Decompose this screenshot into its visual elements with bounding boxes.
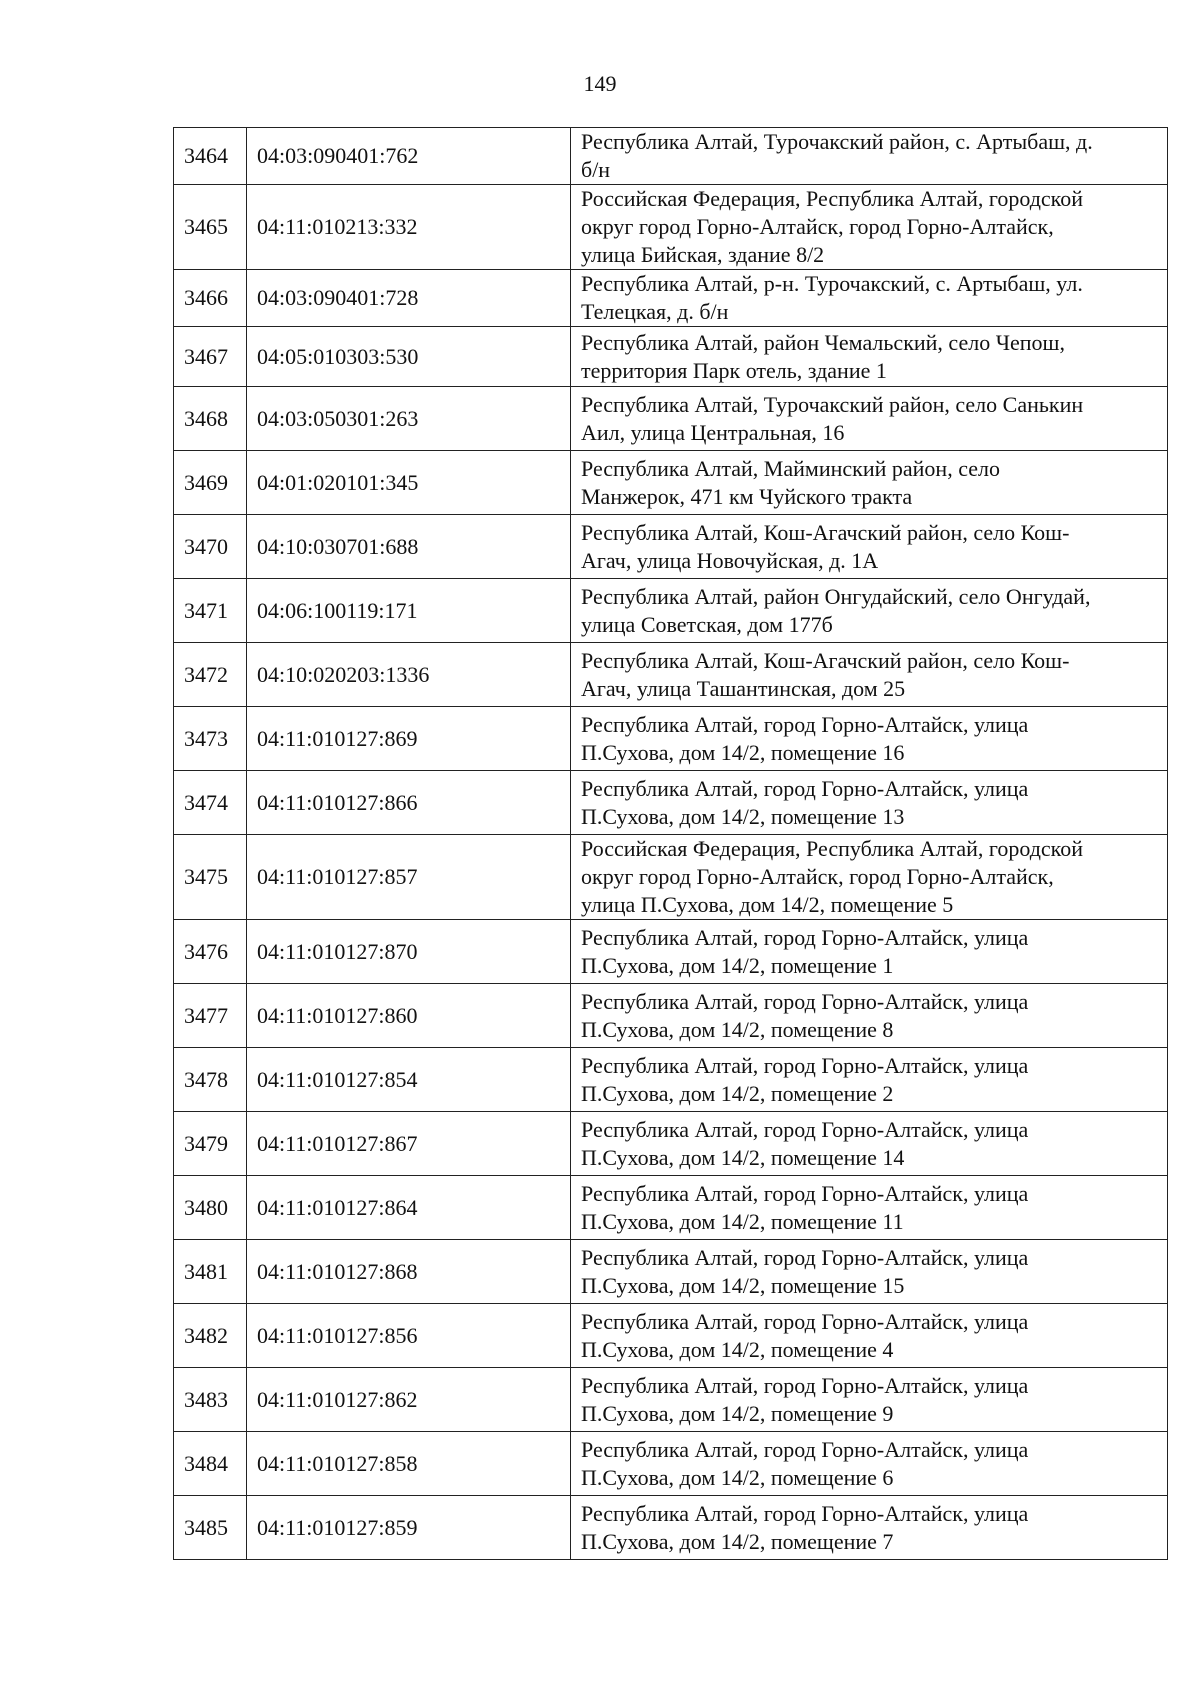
address-line: Республика Алтай, Майминский район, село [581, 455, 1000, 481]
cadastral-number-cell: 04:11:010127:858 [247, 1432, 571, 1496]
address-line: Республика Алтай, город Горно-Алтайск, улица [581, 1116, 1029, 1142]
address-line: П.Сухова, дом 14/2, помещение 4 [581, 1336, 894, 1362]
address-cell [571, 1112, 1168, 1176]
address-line: Агач, улица Ташантинская, дом 25 [581, 675, 906, 701]
cadastral-number-cell: 04:11:010127:860 [247, 984, 571, 1048]
address-cell [571, 771, 1168, 835]
address-line: Республика Алтай, город Горно-Алтайск, улица [581, 1372, 1029, 1398]
row-number-cell: 3478 [174, 1048, 247, 1112]
row-number-cell: 3465 [174, 185, 247, 270]
address-line: Республика Алтай, город Горно-Алтайск, улица [581, 924, 1029, 950]
address-line: П.Сухова, дом 14/2, помещение 1 [581, 952, 894, 978]
row-number-cell: 3469 [174, 451, 247, 515]
table-row [174, 1048, 1168, 1112]
table-row [174, 643, 1168, 707]
address-line: Российская Федерация, Республика Алтай, городской [581, 836, 1084, 861]
row-number-cell: 3480 [174, 1176, 247, 1240]
address-line: улица Бийская, здание 8/2 [581, 242, 825, 267]
address-line: Республика Алтай, город Горно-Алтайск, улица [581, 1436, 1029, 1462]
address-line: Республика Алтай, город Горно-Алтайск, улица [581, 1500, 1029, 1526]
address-cell [571, 920, 1168, 984]
table-row [174, 185, 1168, 270]
address-line: П.Сухова, дом 14/2, помещение 9 [581, 1400, 894, 1426]
row-number-cell: 3483 [174, 1368, 247, 1432]
table-row [174, 579, 1168, 643]
row-number-cell: 3472 [174, 643, 247, 707]
cadastral-number-cell: 04:11:010127:862 [247, 1368, 571, 1432]
row-number-cell: 3476 [174, 920, 247, 984]
address-line: П.Сухова, дом 14/2, помещение 15 [581, 1272, 905, 1298]
cadastral-number-cell: 04:11:010213:332 [247, 185, 571, 270]
address-cell [571, 707, 1168, 771]
address-line: Республика Алтай, город Горно-Алтайск, улица [581, 1180, 1029, 1206]
cadastral-number-cell: 04:03:050301:263 [247, 387, 571, 451]
address-line: Российская Федерация, Республика Алтай, городской [581, 186, 1084, 211]
table-row [174, 515, 1168, 579]
address-cell [571, 515, 1168, 579]
address-line: Республика Алтай, Турочакский район, село Санькин [581, 391, 1084, 417]
row-number-cell: 3485 [174, 1496, 247, 1560]
row-number-cell: 3482 [174, 1304, 247, 1368]
cadastral-number-cell: 04:03:090401:728 [247, 270, 571, 327]
cadastral-number-cell: 04:11:010127:864 [247, 1176, 571, 1240]
cadastral-number-cell: 04:11:010127:857 [247, 835, 571, 920]
address-line: П.Сухова, дом 14/2, помещение 16 [581, 739, 905, 765]
table-row [174, 1240, 1168, 1304]
table-row [174, 327, 1168, 387]
address-cell [571, 1240, 1168, 1304]
address-cell [571, 643, 1168, 707]
cadastral-number-cell: 04:11:010127:856 [247, 1304, 571, 1368]
address-line: Республика Алтай, район Чемальский, село Чепош, [581, 329, 1065, 355]
table-row [174, 707, 1168, 771]
address-cell [571, 270, 1168, 327]
row-number-cell: 3475 [174, 835, 247, 920]
address-line: округ город Горно-Алтайск, город Горно-Алтайск, [581, 214, 1054, 239]
table-row [174, 920, 1168, 984]
address-line: Телецкая, д. б/н [581, 299, 729, 324]
address-line: улица П.Сухова, дом 14/2, помещение 5 [581, 892, 954, 917]
page-number: 149 [583, 71, 617, 96]
table-row [174, 1304, 1168, 1368]
table-row [174, 1112, 1168, 1176]
table-row [174, 835, 1168, 920]
address-line: П.Сухова, дом 14/2, помещение 11 [581, 1208, 904, 1234]
address-cell [571, 1304, 1168, 1368]
cadastral-number-cell: 04:06:100119:171 [247, 579, 571, 643]
cadastral-number-cell: 04:11:010127:870 [247, 920, 571, 984]
row-number-cell: 3464 [174, 128, 247, 185]
row-number-cell: 3481 [174, 1240, 247, 1304]
table-row [174, 1176, 1168, 1240]
cadastral-number-cell: 04:03:090401:762 [247, 128, 571, 185]
address-cell [571, 835, 1168, 920]
address-line: Республика Алтай, Турочакский район, с. Артыбаш, д. [581, 129, 1093, 154]
cadastral-number-cell: 04:11:010127:854 [247, 1048, 571, 1112]
address-line: Республика Алтай, город Горно-Алтайск, улица [581, 775, 1029, 801]
row-number-cell: 3467 [174, 327, 247, 387]
address-cell [571, 579, 1168, 643]
cadastral-number-cell: 04:05:010303:530 [247, 327, 571, 387]
row-number-cell: 3479 [174, 1112, 247, 1176]
address-line: Республика Алтай, город Горно-Алтайск, улица [581, 711, 1029, 737]
row-number-cell: 3484 [174, 1432, 247, 1496]
table-row [174, 771, 1168, 835]
table-row [174, 387, 1168, 451]
address-line: П.Сухова, дом 14/2, помещение 8 [581, 1016, 894, 1042]
cadastral-number-cell: 04:01:020101:345 [247, 451, 571, 515]
table-row [174, 451, 1168, 515]
table-row [174, 1496, 1168, 1560]
table-row [174, 128, 1168, 185]
address-line: б/н [581, 157, 611, 182]
table-row [174, 984, 1168, 1048]
address-line: Республика Алтай, район Онгудайский, село Онгудай, [581, 583, 1091, 609]
row-number-cell: 3466 [174, 270, 247, 327]
address-line: Аил, улица Центральная, 16 [581, 419, 845, 445]
address-line: П.Сухова, дом 14/2, помещение 14 [581, 1144, 905, 1170]
address-cell [571, 451, 1168, 515]
row-number-cell: 3477 [174, 984, 247, 1048]
address-line: Республика Алтай, город Горно-Алтайск, улица [581, 1244, 1029, 1270]
row-number-cell: 3473 [174, 707, 247, 771]
address-cell [571, 185, 1168, 270]
table-row [174, 270, 1168, 327]
cadastral-number-cell: 04:10:020203:1336 [247, 643, 571, 707]
cadastral-number-cell: 04:11:010127:868 [247, 1240, 571, 1304]
cadastral-number-cell: 04:11:010127:867 [247, 1112, 571, 1176]
address-line: Республика Алтай, город Горно-Алтайск, улица [581, 1308, 1029, 1334]
address-line: Республика Алтай, Кош-Агачский район, село Кош- [581, 519, 1070, 545]
row-number-cell: 3468 [174, 387, 247, 451]
address-cell [571, 327, 1168, 387]
row-number-cell: 3470 [174, 515, 247, 579]
address-cell [571, 1432, 1168, 1496]
address-cell [571, 1176, 1168, 1240]
address-cell [571, 1496, 1168, 1560]
row-number-cell: 3474 [174, 771, 247, 835]
table-row [174, 1432, 1168, 1496]
address-line: улица Советская, дом 177б [581, 611, 833, 637]
address-line: Республика Алтай, город Горно-Алтайск, улица [581, 1052, 1029, 1078]
property-registry-table [173, 127, 1168, 1560]
address-line: Республика Алтай, р-н. Турочакский, с. Артыбаш, ул. [581, 271, 1083, 296]
address-line: Республика Алтай, город Горно-Алтайск, улица [581, 988, 1029, 1014]
address-line: П.Сухова, дом 14/2, помещение 2 [581, 1080, 894, 1106]
cadastral-number-cell: 04:11:010127:866 [247, 771, 571, 835]
address-cell [571, 1368, 1168, 1432]
address-line: территория Парк отель, здание 1 [581, 357, 887, 383]
address-line: Манжерок, 471 км Чуйского тракта [581, 483, 913, 509]
row-number-cell: 3471 [174, 579, 247, 643]
address-cell [571, 128, 1168, 185]
address-line: П.Сухова, дом 14/2, помещение 7 [581, 1528, 894, 1554]
address-line: П.Сухова, дом 14/2, помещение 6 [581, 1464, 894, 1490]
address-cell [571, 984, 1168, 1048]
registry-body [174, 128, 1168, 1560]
cadastral-number-cell: 04:10:030701:688 [247, 515, 571, 579]
cadastral-number-cell: 04:11:010127:859 [247, 1496, 571, 1560]
address-line: округ город Горно-Алтайск, город Горно-Алтайск, [581, 864, 1054, 889]
address-cell [571, 387, 1168, 451]
cadastral-number-cell: 04:11:010127:869 [247, 707, 571, 771]
address-cell [571, 1048, 1168, 1112]
table-row [174, 1368, 1168, 1432]
address-line: П.Сухова, дом 14/2, помещение 13 [581, 803, 905, 829]
address-line: Агач, улица Новочуйская, д. 1А [581, 547, 879, 573]
address-line: Республика Алтай, Кош-Агачский район, село Кош- [581, 647, 1070, 673]
